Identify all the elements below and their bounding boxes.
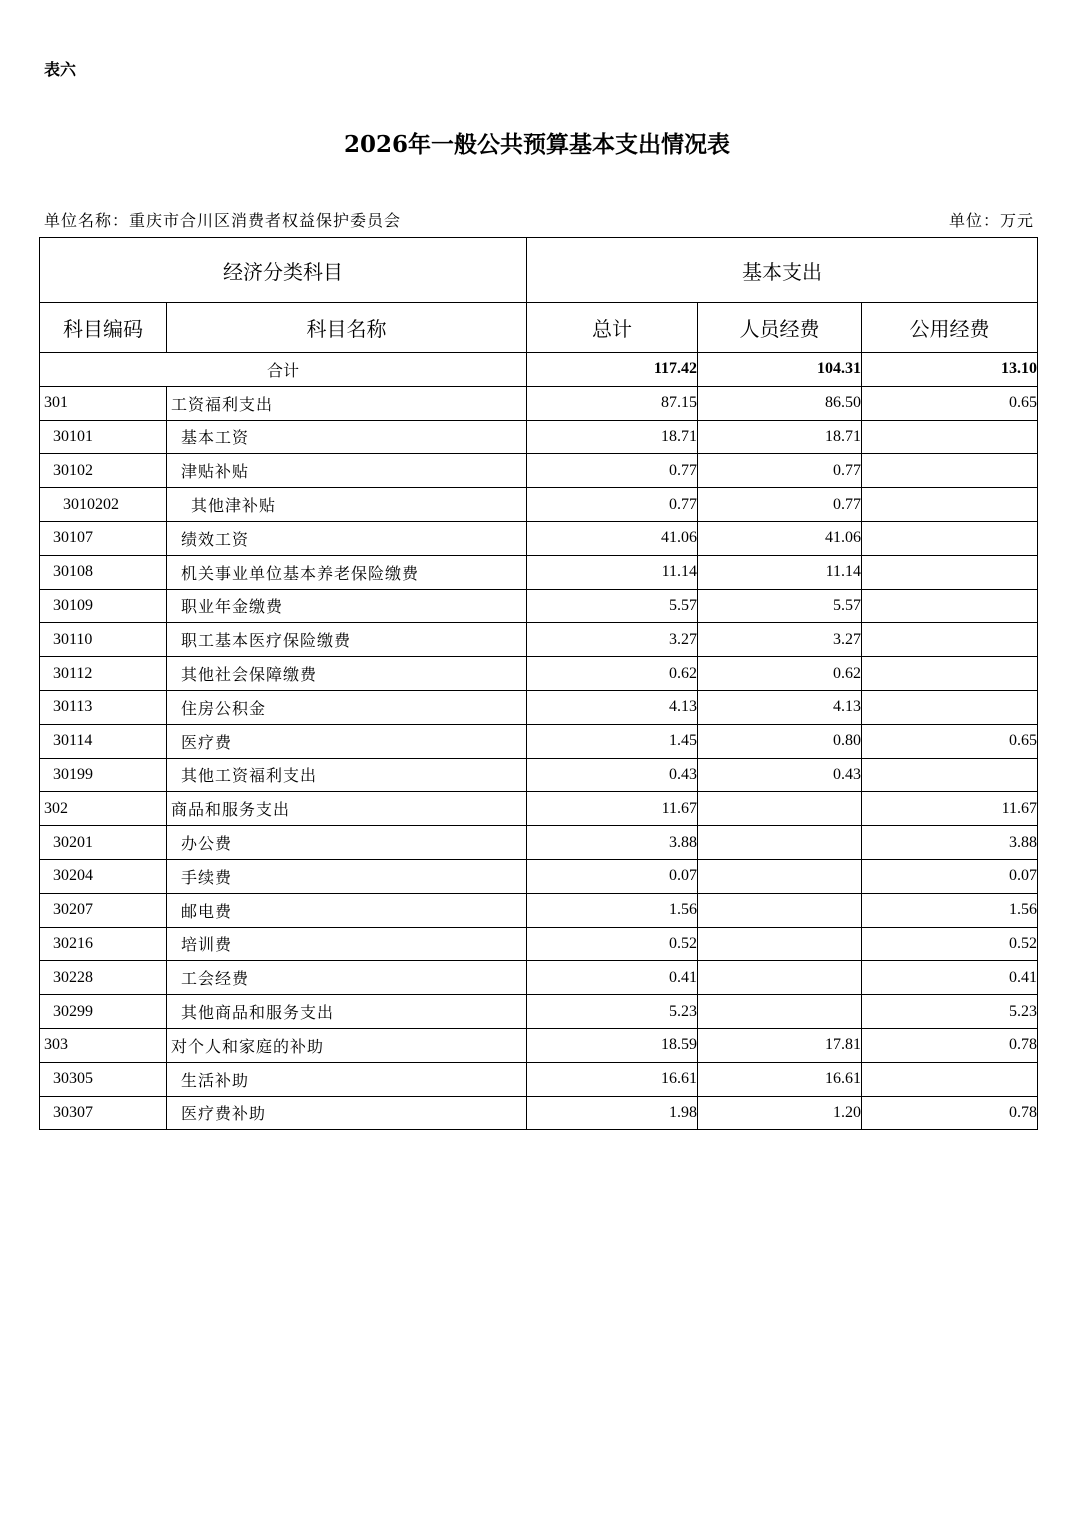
name-cell: 办公费 (167, 826, 527, 860)
name-cell: 津贴补贴 (167, 454, 527, 488)
name-cell: 其他工资福利支出 (167, 758, 527, 792)
personnel-cell: 4.13 (698, 690, 862, 724)
code-cell: 30204 (40, 859, 167, 893)
total-cell: 3.27 (527, 623, 698, 657)
table-row (40, 454, 1038, 488)
code-cell: 302 (40, 792, 167, 826)
personnel-cell: 18.71 (698, 420, 862, 454)
public-cell (862, 758, 1038, 792)
public-cell: 3.88 (862, 826, 1038, 860)
public-cell: 0.52 (862, 927, 1038, 961)
group-header-row (40, 238, 1038, 303)
total-cell-total: 117.42 (527, 353, 698, 387)
code-cell: 30107 (40, 521, 167, 555)
table-row (40, 521, 1038, 555)
personnel-cell: 0.62 (698, 657, 862, 691)
personnel-cell (698, 995, 862, 1029)
public-cell: 0.65 (862, 386, 1038, 420)
public-cell (862, 488, 1038, 522)
total-label: 合计 (40, 353, 527, 387)
code-cell: 30228 (40, 961, 167, 995)
personnel-cell (698, 961, 862, 995)
code-cell: 30109 (40, 589, 167, 623)
table-row (40, 690, 1038, 724)
name-cell: 其他津补贴 (167, 488, 527, 522)
name-cell: 其他社会保障缴费 (167, 657, 527, 691)
code-cell: 30102 (40, 454, 167, 488)
code-cell: 30305 (40, 1062, 167, 1096)
total-cell: 0.41 (527, 961, 698, 995)
code-cell: 30114 (40, 724, 167, 758)
table-row (40, 1096, 1038, 1130)
group-header-economic-classification: 经济分类科目 (40, 238, 527, 303)
public-cell (862, 555, 1038, 589)
column-header-total: 总计 (527, 303, 698, 353)
total-cell: 0.77 (527, 454, 698, 488)
code-cell: 30112 (40, 657, 167, 691)
personnel-cell: 0.77 (698, 488, 862, 522)
personnel-cell: 86.50 (698, 386, 862, 420)
total-cell: 3.88 (527, 826, 698, 860)
public-cell (862, 1062, 1038, 1096)
table-row (40, 488, 1038, 522)
personnel-cell: 41.06 (698, 521, 862, 555)
table-row (40, 724, 1038, 758)
total-cell-personnel: 104.31 (698, 353, 862, 387)
public-cell: 0.78 (862, 1028, 1038, 1062)
name-cell: 住房公积金 (167, 690, 527, 724)
column-header-row (40, 303, 1038, 353)
name-cell: 医疗费补助 (167, 1096, 527, 1130)
total-row (40, 353, 1038, 387)
personnel-cell (698, 927, 862, 961)
budget-table (39, 237, 1038, 1130)
personnel-cell: 17.81 (698, 1028, 862, 1062)
total-cell: 16.61 (527, 1062, 698, 1096)
code-cell: 30207 (40, 893, 167, 927)
code-cell: 30113 (40, 690, 167, 724)
total-cell: 1.98 (527, 1096, 698, 1130)
table-row (40, 1062, 1038, 1096)
personnel-cell: 5.57 (698, 589, 862, 623)
code-cell: 3010202 (40, 488, 167, 522)
code-cell: 303 (40, 1028, 167, 1062)
code-cell: 30101 (40, 420, 167, 454)
public-cell: 0.65 (862, 724, 1038, 758)
column-header-code: 科目编码 (40, 303, 167, 353)
code-cell: 30108 (40, 555, 167, 589)
code-cell: 301 (40, 386, 167, 420)
personnel-cell: 0.77 (698, 454, 862, 488)
public-cell (862, 454, 1038, 488)
table-row (40, 826, 1038, 860)
table-number: 表六 (44, 60, 77, 79)
table-row (40, 589, 1038, 623)
name-cell: 对个人和家庭的补助 (167, 1028, 527, 1062)
name-cell: 工会经费 (167, 961, 527, 995)
public-cell: 0.78 (862, 1096, 1038, 1130)
name-cell: 商品和服务支出 (167, 792, 527, 826)
total-cell: 5.23 (527, 995, 698, 1029)
name-cell: 职业年金缴费 (167, 589, 527, 623)
public-cell: 11.67 (862, 792, 1038, 826)
personnel-cell: 16.61 (698, 1062, 862, 1096)
unit-name: 单位名称：重庆市合川区消费者权益保护委员会 (44, 211, 402, 230)
name-cell: 基本工资 (167, 420, 527, 454)
name-cell: 绩效工资 (167, 521, 527, 555)
document-title: 2026年一般公共预算基本支出情况表 (343, 131, 730, 158)
total-cell: 5.57 (527, 589, 698, 623)
table-row (40, 995, 1038, 1029)
personnel-cell: 1.20 (698, 1096, 862, 1130)
total-cell: 18.71 (527, 420, 698, 454)
code-cell: 30299 (40, 995, 167, 1029)
column-header-public: 公用经费 (862, 303, 1038, 353)
personnel-cell: 11.14 (698, 555, 862, 589)
total-cell: 0.07 (527, 859, 698, 893)
total-cell: 0.62 (527, 657, 698, 691)
name-cell: 手续费 (167, 859, 527, 893)
table-row (40, 657, 1038, 691)
code-cell: 30199 (40, 758, 167, 792)
name-cell: 职工基本医疗保险缴费 (167, 623, 527, 657)
table-row (40, 555, 1038, 589)
table-row (40, 758, 1038, 792)
code-cell: 30201 (40, 826, 167, 860)
column-header-personnel: 人员经费 (698, 303, 862, 353)
total-cell: 41.06 (527, 521, 698, 555)
name-cell: 其他商品和服务支出 (167, 995, 527, 1029)
group-header-basic-expenditure: 基本支出 (527, 238, 1038, 303)
public-cell: 5.23 (862, 995, 1038, 1029)
personnel-cell: 0.80 (698, 724, 862, 758)
name-cell: 医疗费 (167, 724, 527, 758)
currency-unit: 单位：万元 (948, 211, 1034, 230)
total-cell: 4.13 (527, 690, 698, 724)
personnel-cell (698, 859, 862, 893)
table-row (40, 961, 1038, 995)
total-cell: 1.56 (527, 893, 698, 927)
name-cell: 生活补助 (167, 1062, 527, 1096)
name-cell: 邮电费 (167, 893, 527, 927)
public-cell: 0.07 (862, 859, 1038, 893)
personnel-cell (698, 893, 862, 927)
code-cell: 30307 (40, 1096, 167, 1130)
personnel-cell: 3.27 (698, 623, 862, 657)
code-cell: 30110 (40, 623, 167, 657)
total-cell: 87.15 (527, 386, 698, 420)
column-header-name: 科目名称 (167, 303, 527, 353)
code-cell: 30216 (40, 927, 167, 961)
total-cell-public: 13.10 (862, 353, 1038, 387)
name-cell: 工资福利支出 (167, 386, 527, 420)
total-cell: 1.45 (527, 724, 698, 758)
personnel-cell (698, 792, 862, 826)
total-cell: 0.52 (527, 927, 698, 961)
table-row (40, 792, 1038, 826)
total-cell: 0.43 (527, 758, 698, 792)
table-row (40, 1028, 1038, 1062)
name-cell: 培训费 (167, 927, 527, 961)
table-row (40, 893, 1038, 927)
table-row (40, 420, 1038, 454)
total-cell: 18.59 (527, 1028, 698, 1062)
public-cell (862, 623, 1038, 657)
table-row (40, 859, 1038, 893)
public-cell (862, 657, 1038, 691)
total-cell: 11.14 (527, 555, 698, 589)
public-cell (862, 589, 1038, 623)
public-cell: 0.41 (862, 961, 1038, 995)
table-row (40, 386, 1038, 420)
table-row (40, 623, 1038, 657)
total-cell: 0.77 (527, 488, 698, 522)
public-cell (862, 690, 1038, 724)
personnel-cell: 0.43 (698, 758, 862, 792)
public-cell: 1.56 (862, 893, 1038, 927)
table-row (40, 927, 1038, 961)
total-cell: 11.67 (527, 792, 698, 826)
personnel-cell (698, 826, 862, 860)
name-cell: 机关事业单位基本养老保险缴费 (167, 555, 527, 589)
public-cell (862, 521, 1038, 555)
public-cell (862, 420, 1038, 454)
